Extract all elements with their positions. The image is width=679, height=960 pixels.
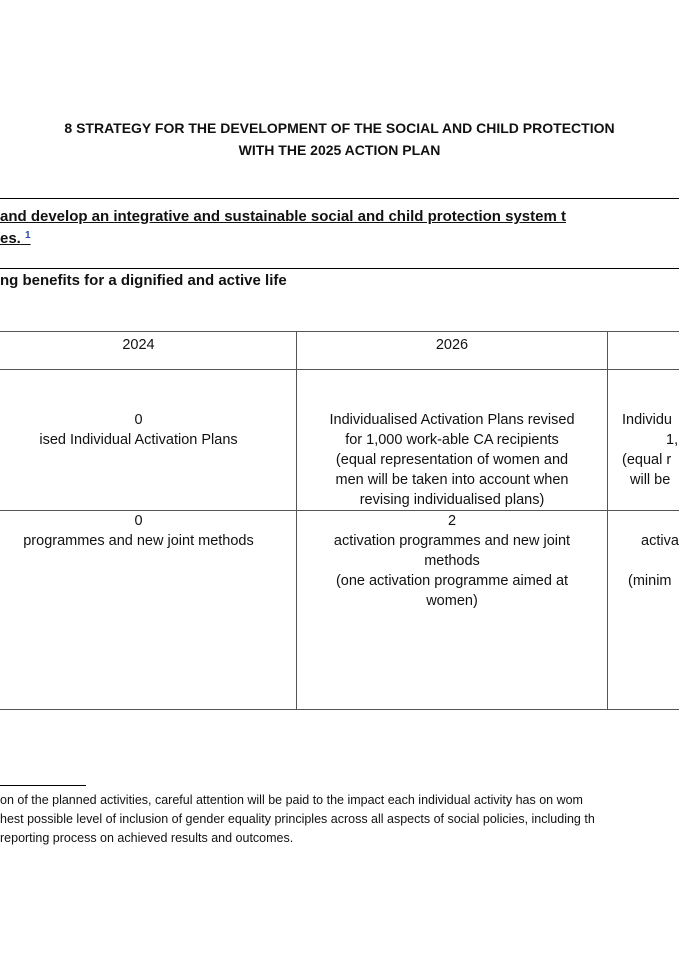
row2-cut-line <box>626 551 679 571</box>
general-goal-line-2 <box>0 226 679 248</box>
indicator-table <box>0 331 679 710</box>
row1-target-line: Individualised Activation Plans revised <box>329 412 575 428</box>
row2-baseline-line: 0 <box>134 513 143 529</box>
row2-target-2026-cell <box>297 511 608 710</box>
row1-baseline-cell <box>0 370 297 511</box>
goal-top-rule <box>0 198 679 199</box>
row1-baseline-line: 0 <box>134 412 143 428</box>
row2-cut-line <box>626 511 679 531</box>
footnote <box>0 791 595 848</box>
row2-baseline-cell <box>0 511 297 710</box>
row2-cut-line: (minim <box>628 573 672 589</box>
footnote-line-2: hest possible level of inclusion of gender equality principles across all aspects of social policies, including th <box>0 812 595 826</box>
general-goal-line-1: and develop an integrative and sustainable social and child protection system t <box>0 208 566 225</box>
footnote-line-3: reporting process on achieved results and outcomes. <box>0 831 294 845</box>
row1-cut-line: will be <box>630 472 671 488</box>
general-goal-line-2-text: es. <box>0 230 21 247</box>
row1-target-line: (equal representation of women and <box>335 452 569 468</box>
row1-target-cut-cell <box>608 370 679 511</box>
document-title-line-1: 8 STRATEGY FOR THE DEVELOPMENT OF THE SOCIAL AND CHILD PROTECTION <box>64 120 615 136</box>
header-year-2024: 2024 <box>0 332 297 370</box>
row2-cut-line: activa <box>641 533 679 549</box>
row2-target-line: (one activation programme aimed at <box>335 573 569 589</box>
row2-target-line: 2 <box>447 513 457 529</box>
row1-cut-line: 1, <box>666 432 679 448</box>
document-title-line-2: WITH THE 2025 ACTION PLAN <box>238 142 441 158</box>
table-row <box>0 370 679 511</box>
footnote-reference[interactable]: 1 <box>25 230 31 241</box>
row2-target-line: women) <box>426 593 478 609</box>
row1-cut-line: (equal r <box>622 452 672 468</box>
row1-target-line: men will be taken into account when <box>335 472 569 488</box>
row1-baseline-line <box>0 390 290 410</box>
measure-title: ng benefits for a dignified and active life <box>0 272 287 289</box>
row2-target-line: activation programmes and new joint <box>333 533 571 549</box>
row2-target-line: methods <box>424 553 480 569</box>
header-year-2025 <box>608 332 679 370</box>
row2-target-cut-cell <box>608 511 679 710</box>
row1-baseline-line: ised Individual Activation Plans <box>39 432 238 448</box>
row1-target-2026-cell <box>297 370 608 511</box>
measure-top-rule <box>0 268 679 269</box>
header-year-2026: 2026 <box>297 332 608 370</box>
row2-baseline-line: programmes and new joint methods <box>23 533 254 549</box>
row1-target-line: for 1,000 work-able CA recipients <box>345 432 559 448</box>
table-header-row <box>0 332 679 370</box>
row1-target-line: revising individualised plans) <box>359 492 545 508</box>
footnote-line-1: on of the planned activities, careful attention will be paid to the impact each individual activity has on wom <box>0 793 583 807</box>
footnote-separator <box>0 785 86 786</box>
row1-cut-line: Individu <box>622 412 672 428</box>
table-row <box>0 511 679 710</box>
general-goal <box>0 207 679 248</box>
